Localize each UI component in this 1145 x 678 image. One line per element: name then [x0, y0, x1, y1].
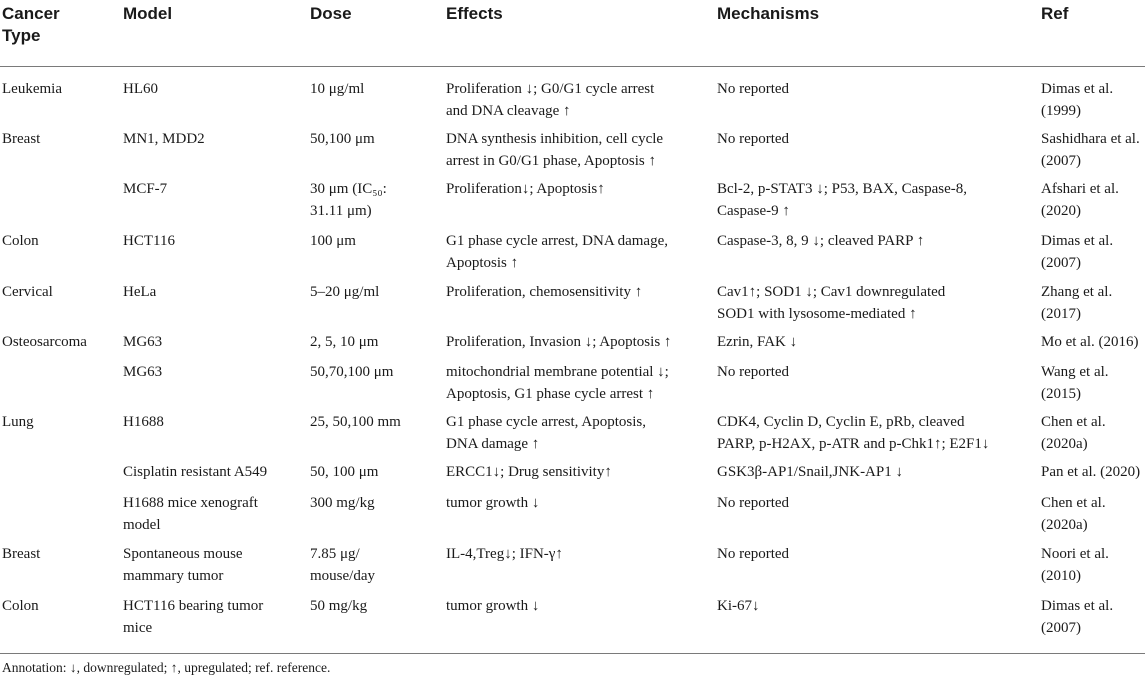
cell-dose: 25, 50,100 mm: [310, 414, 401, 430]
cell-effects: Proliferation, chemosensitivity ↑: [446, 284, 643, 300]
cell-model: H1688 mice xenograft model: [123, 495, 258, 533]
cell-effects: IL-4,Treg↓; IFN-γ↑: [446, 546, 563, 562]
cell-cancer-type: Colon: [2, 233, 39, 249]
cell-mechanisms: No reported: [717, 364, 790, 380]
cell-model: HeLa: [123, 284, 157, 300]
cell-effects: Proliferation ↓; G0/G1 cycle arrest and DNA cleavage ↑: [446, 81, 655, 119]
cell-ref: Dimas et al. (1999): [1041, 81, 1114, 119]
cell-dose: 7.85 μg/ mouse/day: [310, 546, 375, 584]
cell-ref: Noori et al. (2010): [1041, 546, 1109, 584]
table-header: [0, 0, 1145, 66]
cell-dose: 30 μm (IC₅₀: 31.11 μm): [310, 181, 387, 219]
cell-mechanisms: Bcl-2, p-STAT3 ↓; P53, BAX, Caspase-8, Caspase-9 ↑: [717, 181, 968, 219]
cell-model: MCF-7: [123, 181, 168, 197]
cell-cancer-type: Colon: [2, 598, 39, 614]
header-dose: Dose: [310, 4, 352, 23]
cell-dose: 5–20 μg/ml: [310, 284, 380, 300]
cell-ref: Zhang et al. (2017): [1041, 284, 1113, 322]
cell-dose: 50, 100 μm: [310, 464, 379, 480]
cell-mechanisms: No reported: [717, 495, 790, 511]
cell-mechanisms: No reported: [717, 546, 790, 562]
cell-effects: DNA synthesis inhibition, cell cycle arrest in G0/G1 phase, Apoptosis ↑: [446, 131, 664, 169]
cell-ref: Dimas et al. (2007): [1041, 233, 1114, 271]
cell-model: MN1, MDD2: [123, 131, 205, 147]
header-rule: [0, 66, 1145, 67]
cell-mechanisms: GSK3β-AP1/Snail,JNK-AP1 ↓: [717, 464, 903, 480]
cell-cancer-type: Cervical: [2, 284, 53, 300]
cell-ref: Afshari et al. (2020): [1041, 181, 1119, 219]
cell-dose: 50 mg/kg: [310, 598, 368, 614]
cell-effects: Proliferation, Invasion ↓; Apoptosis ↑: [446, 334, 672, 350]
cell-ref: Pan et al. (2020): [1041, 464, 1141, 480]
cell-dose: 50,100 μm: [310, 131, 375, 147]
cell-ref: Wang et al. (2015): [1041, 364, 1109, 402]
cell-mechanisms: No reported: [717, 131, 790, 147]
header-ref: Ref: [1041, 4, 1069, 23]
cell-ref: Sashidhara et al. (2007): [1041, 131, 1140, 169]
cell-mechanisms: CDK4, Cyclin D, Cyclin E, pRb, cleaved PARP, p-H2AX, p-ATR and p-Chk1↑; E2F1↓: [717, 414, 990, 452]
header-model: Model: [123, 4, 173, 23]
cell-cancer-type: Lung: [2, 414, 34, 430]
header-effects: Effects: [446, 4, 503, 23]
cell-model: MG63: [123, 364, 163, 380]
cell-cancer-type: Breast: [2, 546, 41, 562]
cell-model: HCT116 bearing tumor mice: [123, 598, 264, 636]
cell-dose: 300 mg/kg: [310, 495, 375, 511]
cell-ref: Chen et al. (2020a): [1041, 495, 1106, 533]
cell-cancer-type: Leukemia: [2, 81, 62, 97]
cell-effects: G1 phase cycle arrest, DNA damage, Apoptosis ↑: [446, 233, 668, 271]
table-annotation: Annotation: ↓, downregulated; ↑, upregulated; ref. reference.: [2, 660, 331, 675]
cell-dose: 50,70,100 μm: [310, 364, 394, 380]
cell-mechanisms: Caspase-3, 8, 9 ↓; cleaved PARP ↑: [717, 233, 925, 249]
cell-model: H1688: [123, 414, 164, 430]
cell-ref: Mo et al. (2016): [1041, 334, 1139, 350]
cell-ref: Chen et al. (2020a): [1041, 414, 1106, 452]
cell-model: HL60: [123, 81, 158, 97]
cell-effects: G1 phase cycle arrest, Apoptosis, DNA damage ↑: [446, 414, 646, 452]
cell-mechanisms: No reported: [717, 81, 790, 97]
cell-dose: 10 μg/ml: [310, 81, 365, 97]
cell-model: MG63: [123, 334, 163, 350]
cell-cancer-type: Osteosarcoma: [2, 334, 87, 350]
cell-dose: 2, 5, 10 μm: [310, 334, 379, 350]
cell-mechanisms: Ki-67↓: [717, 598, 760, 614]
cell-effects: tumor growth ↓: [446, 495, 540, 511]
cell-effects: tumor growth ↓: [446, 598, 540, 614]
header-cancer-type: Cancer Type: [2, 4, 60, 45]
cell-effects: ERCC1↓; Drug sensitivity↑: [446, 464, 612, 480]
cell-effects: Proliferation↓; Apoptosis↑: [446, 181, 605, 197]
cell-model: Cisplatin resistant A549: [123, 464, 268, 480]
cell-cancer-type: Breast: [2, 131, 41, 147]
header-mechanisms: Mechanisms: [717, 4, 820, 23]
cell-model: HCT116: [123, 233, 175, 249]
cell-model: Spontaneous mouse mammary tumor: [123, 546, 243, 584]
cell-mechanisms: Ezrin, FAK ↓: [717, 334, 798, 350]
cell-dose: 100 μm: [310, 233, 356, 249]
cell-ref: Dimas et al. (2007): [1041, 598, 1114, 636]
footer-rule: [0, 653, 1145, 654]
cell-effects: mitochondrial membrane potential ↓; Apoptosis, G1 phase cycle arrest ↑: [446, 364, 669, 402]
cell-mechanisms: Cav1↑; SOD1 ↓; Cav1 downregulated SOD1 with lysosome-mediated ↑: [717, 284, 946, 322]
